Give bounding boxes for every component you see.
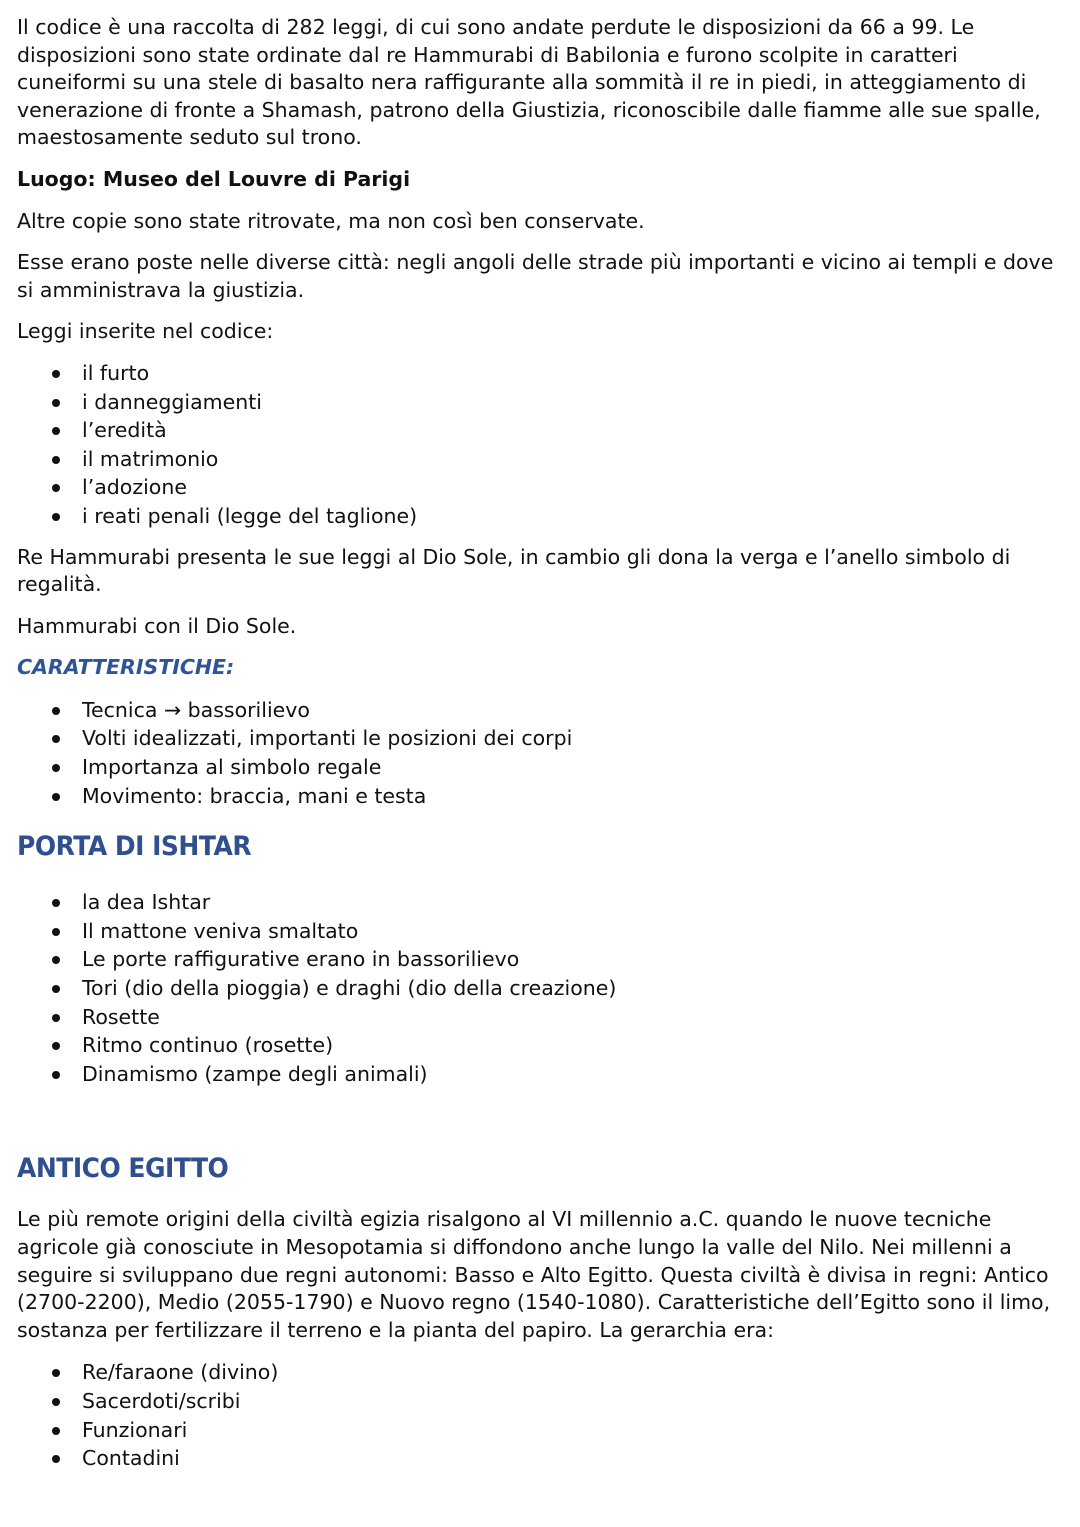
ishtar-heading: PORTA DI ISHTAR: [17, 831, 252, 862]
list-item: l’eredità: [17, 416, 1063, 445]
hammurabi-caption: Hammurabi con il Dio Sole.: [17, 613, 297, 638]
bullet-icon: [52, 1071, 60, 1079]
list-item: Ritmo continuo (rosette): [17, 1031, 1063, 1060]
bullet-icon: [52, 985, 60, 993]
bullet-icon: [52, 484, 60, 492]
list-item: Tori (dio della pioggia) e draghi (dio della creazione): [17, 974, 1063, 1003]
list-item: Il mattone veniva smaltato: [17, 917, 1063, 946]
bullet-icon: [52, 1427, 60, 1435]
list-item: Sacerdoti/scribi: [17, 1387, 1063, 1416]
bullet-icon: [52, 513, 60, 521]
list-item: Tecnica → bassorilievo: [17, 696, 1063, 725]
bullet-icon: [52, 793, 60, 801]
laws-intro: Leggi inserite nel codice:: [17, 319, 274, 344]
bullet-icon: [52, 370, 60, 378]
bullet-icon: [52, 928, 60, 936]
caratteristiche-list: [17, 696, 1063, 810]
bullet-icon: [52, 707, 60, 715]
list-item: Volti idealizzati, importanti le posizioni dei corpi: [17, 724, 1063, 753]
list-item: il furto: [17, 359, 1063, 388]
copies-paragraph: Altre copie sono state ritrovate, ma non così ben conservate.: [17, 208, 645, 233]
list-item: Le porte raffigurative erano in bassorilievo: [17, 945, 1063, 974]
list-item: Funzionari: [17, 1416, 1063, 1445]
intro-paragraph: Il codice è una raccolta di 282 leggi, di cui sono andate perdute le disposizioni da 66 a 99. Le disposizioni sono state ordinate dal re Hammurabi di Babilonia e furono scolpite in caratteri cuneiformi su una stele di basalto nera raffigurante alla sommità il re in piedi, in atteggiamento di venerazione di fronte a Shamash, patrono della Giustizia, riconoscibile dalle fiamme alle sue spalle, maestosamente seduto sul trono.: [17, 15, 1041, 150]
list-item: i reati penali (legge del taglione): [17, 502, 1063, 531]
bullet-icon: [52, 899, 60, 907]
bullet-icon: [52, 1369, 60, 1377]
hammurabi-paragraph: Re Hammurabi presenta le sue leggi al Dio Sole, in cambio gli dona la verga e l’anello simbolo di regalità.: [17, 544, 1011, 597]
list-item: i danneggiamenti: [17, 388, 1063, 417]
list-item: Contadini: [17, 1444, 1063, 1473]
caratteristiche-title: CARATTERISTICHE:: [17, 655, 235, 680]
hierarchy-list: [17, 1358, 1063, 1472]
bullet-icon: [52, 1398, 60, 1406]
bullet-icon: [52, 456, 60, 464]
document-page: [17, 14, 1063, 1473]
bullet-icon: [52, 956, 60, 964]
location-line: Luogo: Museo del Louvre di Parigi: [17, 166, 411, 191]
list-item: il matrimonio: [17, 445, 1063, 474]
list-item: Rosette: [17, 1003, 1063, 1032]
bullet-icon: [52, 1042, 60, 1050]
bullet-icon: [52, 399, 60, 407]
bullet-icon: [52, 427, 60, 435]
bullet-icon: [52, 764, 60, 772]
bullet-icon: [52, 735, 60, 743]
egitto-heading: ANTICO EGITTO: [17, 1153, 229, 1184]
placement-paragraph: Esse erano poste nelle diverse città: negli angoli delle strade più importanti e vicino ai templi e dove si amministrava la giustizia.: [17, 250, 1054, 302]
bullet-icon: [52, 1014, 60, 1022]
list-item: Movimento: braccia, mani e testa: [17, 782, 1063, 811]
egitto-paragraph: Le più remote origini della civiltà egizia risalgono al VI millennio a.C. quando le nuove tecniche agricole già conosciute in Mesopotamia si diffondono anche lungo la valle del Nilo. Nei millenni a seguire si sviluppano due regni autonomi: Basso e Alto Egitto. Questa civiltà è divisa in regni: Antico (2700-2200), Medio (2055-1790) e Nuovo regno (1540-1080). Caratteristiche dell’Egitto sono il limo, sostanza per fertilizzare il terreno e la pianta del papiro. La gerarchia era:: [17, 1207, 1051, 1342]
laws-list: [17, 359, 1063, 531]
ishtar-list: [17, 888, 1063, 1088]
list-item: l’adozione: [17, 473, 1063, 502]
bullet-icon: [52, 1455, 60, 1463]
list-item: Re/faraone (divino): [17, 1358, 1063, 1387]
list-item: Importanza al simbolo regale: [17, 753, 1063, 782]
list-item: Dinamismo (zampe degli animali): [17, 1060, 1063, 1089]
list-item: la dea Ishtar: [17, 888, 1063, 917]
